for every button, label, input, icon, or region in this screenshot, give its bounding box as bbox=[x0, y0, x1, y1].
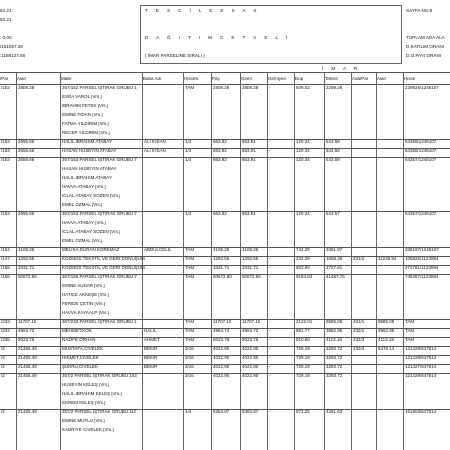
cell-tahsis: 3293.72 bbox=[326, 365, 343, 369]
cell-alan: 50672.60 bbox=[18, 275, 37, 279]
cell-giren: 50672.60 bbox=[242, 275, 261, 279]
col-header-giren: Giren bbox=[241, 77, 253, 81]
cell-malik: 367/156 PARSEL İŞTİRAK GRUBU 7 bbox=[62, 275, 137, 279]
cell-hisse: 105826/1123894 bbox=[405, 257, 439, 261]
cell-malik: HATİCE AKKEŞE [Vrs.] bbox=[62, 293, 109, 297]
cell-pay: 663.92 bbox=[213, 149, 227, 153]
col-header-girmiyen: Girmiyen bbox=[268, 77, 287, 81]
cell-pay: 50672.60 bbox=[213, 275, 232, 279]
cell-parsel: /154 bbox=[1, 248, 10, 252]
cell-parsel: /153 bbox=[1, 140, 10, 144]
cell-malik: HALİL İBRAHİM ATABAY bbox=[62, 140, 113, 144]
col-header-malik: Malik bbox=[61, 77, 72, 81]
col-header-alan: Alan bbox=[17, 77, 27, 81]
cell-tahsis: 3982.95 bbox=[326, 329, 343, 333]
imar-group-heading: İ M A R bbox=[322, 66, 361, 71]
col-header-dop: Dop bbox=[295, 77, 304, 81]
column-separator bbox=[211, 72, 212, 450]
cell-parsel: /147 bbox=[1, 257, 10, 261]
cell-pay: 4022.90 bbox=[213, 365, 230, 369]
cell-giren: 3331.71 bbox=[242, 266, 259, 270]
cell-malik: MUSTAFA,CİVELEK bbox=[62, 347, 104, 351]
cell-baba-adi: ABDULCELİL bbox=[144, 248, 172, 252]
column-separator bbox=[60, 72, 61, 450]
cell-girmiyen: - bbox=[269, 86, 271, 90]
cell-hissesi: TAM bbox=[185, 275, 195, 279]
cell-malik: HAVVA ATABAY [Vrs.] bbox=[62, 221, 106, 225]
cell-girmiyen: - bbox=[269, 257, 271, 261]
col-header-ada-parsel: Ada/Par bbox=[352, 77, 369, 81]
cell-malik: 367/233 PARSEL İŞTİRAK GRUBU 1 bbox=[62, 320, 137, 324]
cell-malik: HASAN HÜSEYİN ATABAY bbox=[62, 149, 117, 153]
cell-malik: 367/153 PARSEL İŞTİRAK GRUBU 7 bbox=[62, 212, 137, 216]
cell-ada-parsel: 432/2 bbox=[353, 329, 365, 333]
cell-girmiyen: - bbox=[269, 212, 271, 216]
cell-baba-adi: BEKİR bbox=[144, 347, 158, 351]
cell-giren: 2808.28 bbox=[242, 86, 259, 90]
cell-alan-imar: 3982.95 bbox=[378, 329, 395, 333]
cell-hissesi: TAM bbox=[185, 338, 195, 342]
cell-hisse: 161903/647614 bbox=[405, 410, 437, 414]
cell-hisse: 745287/1123894 bbox=[405, 275, 439, 279]
cell-pay: 663.92 bbox=[213, 140, 227, 144]
cell-dop: 744.29 bbox=[296, 248, 310, 252]
cell-girmiyen: - bbox=[269, 338, 271, 342]
cell-hissesi: 1/4 bbox=[185, 149, 192, 153]
cell-malik: 357/2 PARSEL İŞTİRAK GRUBU 110 bbox=[62, 410, 137, 414]
cell-hisse: 121428/647614 bbox=[405, 356, 437, 360]
cell-pay: 663.92 bbox=[213, 212, 227, 216]
cell-malik: NAZİFE,ORHAN bbox=[62, 338, 96, 342]
cell-dop: 2122.01 bbox=[296, 320, 313, 324]
cell-dop: 234.29 bbox=[296, 257, 310, 261]
cell-alan: 3331.71 bbox=[18, 266, 35, 270]
col-header-pay: Pay bbox=[212, 77, 220, 81]
cell-hisse: 272781/1123894 bbox=[405, 266, 439, 270]
header-left-1: 63.21 bbox=[0, 8, 12, 13]
cell-pay: 1292.55 bbox=[213, 257, 230, 261]
cell-hissesi: 3/16 bbox=[185, 347, 194, 351]
cell-pay: 4864.72 bbox=[213, 329, 230, 333]
cell-dop: 120.34 bbox=[296, 149, 310, 153]
cell-parsel: /2 bbox=[1, 365, 5, 369]
cell-pay: 4106.26 bbox=[213, 248, 230, 252]
col-header-alan-imar: Alan bbox=[377, 77, 387, 81]
cell-parsel: /2 bbox=[1, 347, 5, 351]
cell-giren: 663.91 bbox=[242, 158, 256, 162]
cell-parsel: /233 bbox=[1, 320, 10, 324]
cell-hissesi: TAM bbox=[185, 266, 195, 270]
cell-malik: 357/2 PARSEL İŞTİRAK GRUBU 103 bbox=[62, 374, 137, 378]
cell-hissesi: 1/4 bbox=[185, 410, 192, 414]
cell-alan: 21455.49 bbox=[18, 356, 37, 360]
cell-girmiyen: - bbox=[269, 140, 271, 144]
cell-alan: 4864.72 bbox=[18, 329, 35, 333]
cell-tahsis: 543.58 bbox=[326, 140, 340, 144]
cell-parsel: /2 bbox=[1, 374, 5, 378]
cell-malik: MELİSA,DURAN KORKMAZ bbox=[62, 248, 120, 252]
cell-malik: EMİNE MUTLU [Vrs.] bbox=[62, 419, 105, 423]
cell-parsel: /152 bbox=[1, 86, 10, 90]
cell-dop: 972.25 bbox=[296, 410, 310, 414]
cell-hisse: 54358/1246107 bbox=[405, 140, 437, 144]
cell-hisse: 336197/1246107 bbox=[405, 248, 439, 252]
cell-girmiyen: - bbox=[269, 365, 271, 369]
cell-ada-parsel: 432/4 bbox=[353, 347, 365, 351]
cell-pay: 4022.90 bbox=[213, 347, 230, 351]
cell-girmiyen: - bbox=[269, 329, 271, 333]
doc-title-tescile-esas: T E S C İ L E E S A S bbox=[145, 8, 260, 13]
doc-title-dagitim-cetveli: D A Ğ I T I M C E T V E L İ bbox=[145, 35, 291, 40]
cell-dop: 509.02 bbox=[296, 86, 310, 90]
cell-malik: MEHMET,KÖK bbox=[62, 329, 92, 333]
cell-hissesi: TAM bbox=[185, 257, 195, 261]
cell-hissesi: 3/16 bbox=[185, 356, 194, 360]
cell-alan-imar: 11238.94 bbox=[378, 257, 397, 261]
col-header-baba-adi: Baba Adı bbox=[143, 77, 162, 81]
participation-ratio-label: D.KATILIM ORANI bbox=[406, 44, 444, 49]
column-separator bbox=[267, 72, 268, 450]
cell-malik: HALİL İBRAHİM ATABAY bbox=[62, 176, 113, 180]
cell-hisse: 54358/1246107 bbox=[405, 149, 437, 153]
cell-pay: 5023.78 bbox=[213, 338, 230, 342]
cell-hisse: 121427/647614 bbox=[405, 365, 437, 369]
cell-malik: EMİNE FİDAN [Vrs.] bbox=[62, 113, 103, 117]
header-left-4: /151567.26 bbox=[0, 44, 23, 49]
cell-alan: 21455.49 bbox=[18, 410, 37, 414]
cell-hisse: 121428/647614 bbox=[405, 374, 437, 378]
cell-parsel: /234 bbox=[1, 329, 10, 333]
cell-malik: EKREM KELEŞ [Vrs.] bbox=[62, 401, 106, 405]
cell-tahsis: 3293.72 bbox=[326, 374, 343, 378]
cell-malik: HAVVA ATABAY [Vrs.] bbox=[62, 185, 106, 189]
cell-alan: 2655.66 bbox=[18, 158, 35, 162]
cell-alan: 2808.28 bbox=[18, 86, 35, 90]
cell-giren: 4022.90 bbox=[242, 365, 259, 369]
cell-dop: 120.34 bbox=[296, 212, 310, 216]
cell-ada-parsel: 431/2 bbox=[353, 257, 365, 261]
cell-tahsis: 3293.72 bbox=[326, 347, 343, 351]
cell-girmiyen: - bbox=[269, 275, 271, 279]
cell-pay: 4022.90 bbox=[213, 356, 230, 360]
cell-baba-adi: ALİ İHSAN bbox=[144, 140, 166, 144]
cell-hissesi: 1/4 bbox=[185, 140, 192, 144]
cell-tahsis: 543.58 bbox=[326, 158, 340, 162]
cell-alan: 2655.66 bbox=[18, 140, 35, 144]
cell-dop: 120.34 bbox=[296, 158, 310, 162]
cell-giren: 4022.90 bbox=[242, 374, 259, 378]
cell-malik: HALİL İBRAHİM KELEŞ [Vrs.] bbox=[62, 392, 122, 396]
cell-malik: İCLAL ATABAY SÖZEN [Vrs.] bbox=[62, 194, 121, 198]
cell-tahsis: 3293.72 bbox=[326, 356, 343, 360]
cell-malik: HİKMET,CİVELEK bbox=[62, 356, 99, 360]
cell-malik: HAVVA KAYAALP [Vrs.] bbox=[62, 311, 109, 315]
cell-giren: 5023.78 bbox=[242, 338, 259, 342]
cell-pay: 4022.90 bbox=[213, 374, 230, 378]
cell-alan: 21455.49 bbox=[18, 365, 37, 369]
page-number: SAYFA NO:8 bbox=[406, 8, 433, 13]
cell-dop: 9184.83 bbox=[296, 275, 313, 279]
cell-parsel: /153 bbox=[1, 158, 10, 162]
col-header-parsel: /Par bbox=[0, 77, 9, 81]
cell-tahsis: 3361.97 bbox=[326, 248, 343, 252]
cell-parsel: /238 bbox=[1, 338, 10, 342]
cell-alan: 21455.49 bbox=[18, 374, 37, 378]
cell-tahsis: 543.58 bbox=[326, 149, 340, 153]
cell-dop: 120.34 bbox=[296, 140, 310, 144]
cell-hissesi: TAM bbox=[185, 329, 195, 333]
cell-parsel: /2 bbox=[1, 356, 5, 360]
cell-pay: 663.92 bbox=[213, 158, 227, 162]
cell-giren: 4022.90 bbox=[242, 356, 259, 360]
cell-malik: EMİNE AUDAR [Vrs.] bbox=[62, 284, 105, 288]
cell-hisse: 54357/1246107 bbox=[405, 212, 437, 216]
cell-parsel: /155 bbox=[1, 266, 10, 270]
cell-hissesi: 3/16 bbox=[185, 365, 194, 369]
cell-giren: 4106.26 bbox=[242, 248, 259, 252]
cell-hissesi: 1/4 bbox=[185, 158, 192, 162]
cell-alan: 2655.66 bbox=[18, 212, 35, 216]
cell-dop: 729.19 bbox=[296, 347, 310, 351]
cell-pay: 11707.10 bbox=[213, 320, 232, 324]
cell-pay: 2808.28 bbox=[213, 86, 230, 90]
cell-hissesi: TAM bbox=[185, 86, 195, 90]
cell-dop: 881.77 bbox=[296, 329, 310, 333]
cell-dop: 729.19 bbox=[296, 374, 310, 378]
cell-hissesi: 1/4 bbox=[185, 212, 192, 216]
cell-ada-parsel: 432/3 bbox=[353, 338, 365, 342]
cell-malik: KOZMOS TEKSTİL VE GERİ DÖNÜŞÜM bbox=[62, 257, 145, 261]
cell-girmiyen: - bbox=[269, 149, 271, 153]
cell-tahsis: 9585.09 bbox=[326, 320, 343, 324]
cell-girmiyen: - bbox=[269, 248, 271, 252]
cell-hisse: 229926/1246107 bbox=[405, 86, 439, 90]
header-left-2: 63.21 bbox=[0, 17, 12, 22]
cell-tahsis: 41487.76 bbox=[326, 275, 345, 279]
cell-alan: 5023.78 bbox=[18, 338, 35, 342]
cell-tahsis: 2299.26 bbox=[326, 86, 343, 90]
total-area-label: TOPLAM ADA ALA bbox=[406, 35, 445, 40]
cell-alan: 21455.49 bbox=[18, 347, 37, 351]
column-separator bbox=[16, 72, 17, 450]
cell-malik: KADRİYE CİVELEK [Vrs.] bbox=[62, 428, 114, 432]
cell-baba-adi: HALİL bbox=[144, 329, 157, 333]
cell-malik: 367/152 PARSEL İŞTİRAK GRUBU 1 bbox=[62, 86, 137, 90]
cell-alan-imar: 4113.18 bbox=[378, 338, 394, 342]
cell-tahsis: 1058.26 bbox=[326, 257, 343, 261]
cell-tahsis: 4391.63 bbox=[326, 410, 343, 414]
cell-malik: İCLAL ATABAY SÖZEN [Vrs.] bbox=[62, 230, 121, 234]
cell-malik: RECEP YILDIRIM [Vrs.] bbox=[62, 131, 110, 135]
cell-pay: 5363.87 bbox=[213, 410, 230, 414]
column-separator bbox=[403, 72, 404, 450]
table-header-bottom-rule bbox=[0, 84, 450, 85]
cell-hisse: TAM bbox=[405, 338, 415, 342]
cell-girmiyen: - bbox=[269, 356, 271, 360]
cell-hisse: 54357/1246107 bbox=[405, 158, 437, 162]
cell-baba-adi: AHMET bbox=[144, 338, 160, 342]
table-header-top-rule bbox=[0, 72, 450, 73]
cell-tahsis: 4113.18 bbox=[326, 338, 342, 342]
cell-hisse: TAM bbox=[405, 329, 415, 333]
column-separator bbox=[294, 72, 295, 450]
header-left-5: :1186127.66 bbox=[0, 53, 26, 58]
cell-hisse: 121428/647614 bbox=[405, 347, 437, 351]
cell-malik: FATMA YILDIRIM [Vrs.] bbox=[62, 122, 109, 126]
cell-ada-parsel: 431/1 bbox=[353, 320, 365, 324]
cell-malik: HÜSEYİN KELEŞ [Vrs.] bbox=[62, 383, 110, 387]
cell-parsel: /153 bbox=[1, 149, 10, 153]
cell-giren: 663.91 bbox=[242, 149, 256, 153]
column-separator bbox=[376, 72, 377, 450]
cell-baba-adi: BEKİR bbox=[144, 365, 158, 369]
cell-baba-adi: ALİ İHSAN bbox=[144, 149, 166, 153]
cell-alan: 1292.55 bbox=[18, 257, 35, 261]
cell-giren: 1292.55 bbox=[242, 257, 259, 261]
cell-girmiyen: - bbox=[269, 410, 271, 414]
cell-hissesi: TAM bbox=[185, 248, 195, 252]
cell-giren: 5363.87 bbox=[242, 410, 259, 414]
column-separator bbox=[324, 72, 325, 450]
cell-malik: İBRAHİM FETEK [Vrs.] bbox=[62, 104, 109, 108]
cell-malik: FERİDE ÇETİN [Vrs.] bbox=[62, 302, 105, 306]
cell-giren: 663.91 bbox=[242, 140, 256, 144]
cell-malik: KOZMOS TEKSTİL VE GERİ DÖNÜŞÜM bbox=[62, 266, 145, 270]
header-title-box bbox=[140, 5, 402, 64]
cell-malik: HASAN HÜSEYİN ATABAY bbox=[62, 167, 117, 171]
cell-malik: ESRA VAROL [Vrs.] bbox=[62, 95, 102, 99]
cell-malik: 367/153 PARSEL İŞTİRAK GRUBU 7 bbox=[62, 158, 137, 162]
cell-girmiyen: - bbox=[269, 374, 271, 378]
cell-parsel: /153 bbox=[1, 212, 10, 216]
cell-hissesi: 3/16 bbox=[185, 374, 194, 378]
cell-alan-imar: 6476.14 bbox=[378, 347, 395, 351]
cell-hisse: TAM bbox=[405, 320, 415, 324]
cell-dop: 729.19 bbox=[296, 365, 310, 369]
cell-girmiyen: - bbox=[269, 347, 271, 351]
cell-malik: ŞÜKRÜ,CİVELEK bbox=[62, 365, 99, 369]
column-separator bbox=[240, 72, 241, 450]
cell-parsel: /2 bbox=[1, 410, 5, 414]
cell-pay: 3331.71 bbox=[213, 266, 230, 270]
cell-dop: 910.60 bbox=[296, 338, 310, 342]
cell-alan: 2655.66 bbox=[18, 149, 35, 153]
cell-giren: 4864.72 bbox=[242, 329, 259, 333]
cell-giren: 4022.90 bbox=[242, 347, 259, 351]
cell-girmiyen: - bbox=[269, 320, 271, 324]
cell-dop: 729.19 bbox=[296, 356, 310, 360]
header-left-3: : 0.00 bbox=[0, 35, 12, 40]
cell-alan-imar: 9585.09 bbox=[378, 320, 395, 324]
do-share-ratio-label: D.O.PAYI ORANI bbox=[406, 53, 442, 58]
cell-hissesi: TAM bbox=[185, 320, 195, 324]
cell-girmiyen: - bbox=[269, 266, 271, 270]
cell-baba-adi: BEKİR bbox=[144, 356, 158, 360]
cell-giren: 11707.10 bbox=[242, 320, 261, 324]
cell-alan: 11707.10 bbox=[18, 320, 37, 324]
col-header-hissesi: Hissesi bbox=[184, 77, 199, 81]
cell-parsel: /156 bbox=[1, 275, 10, 279]
cell-malik: EMEL ÖZMAL [Vrs.] bbox=[62, 203, 103, 207]
cell-malik: EMEL ÖZMAL [Vrs.] bbox=[62, 239, 103, 243]
col-header-hisse: Hisse bbox=[404, 77, 416, 81]
col-header-tahsis: Tahsis bbox=[325, 77, 338, 81]
cell-giren: 663.91 bbox=[242, 212, 256, 216]
cell-tahsis: 543.57 bbox=[326, 212, 340, 216]
doc-subtitle-imar-sirali: ( İMAR PARSELİNE SIRALI ) bbox=[145, 53, 205, 58]
cell-dop: 603.90 bbox=[296, 266, 310, 270]
cell-alan: 4106.26 bbox=[18, 248, 35, 252]
cell-girmiyen: - bbox=[269, 158, 271, 162]
cell-tahsis: 2727.81 bbox=[326, 266, 343, 270]
column-separator bbox=[351, 72, 352, 450]
column-separator bbox=[183, 72, 184, 450]
